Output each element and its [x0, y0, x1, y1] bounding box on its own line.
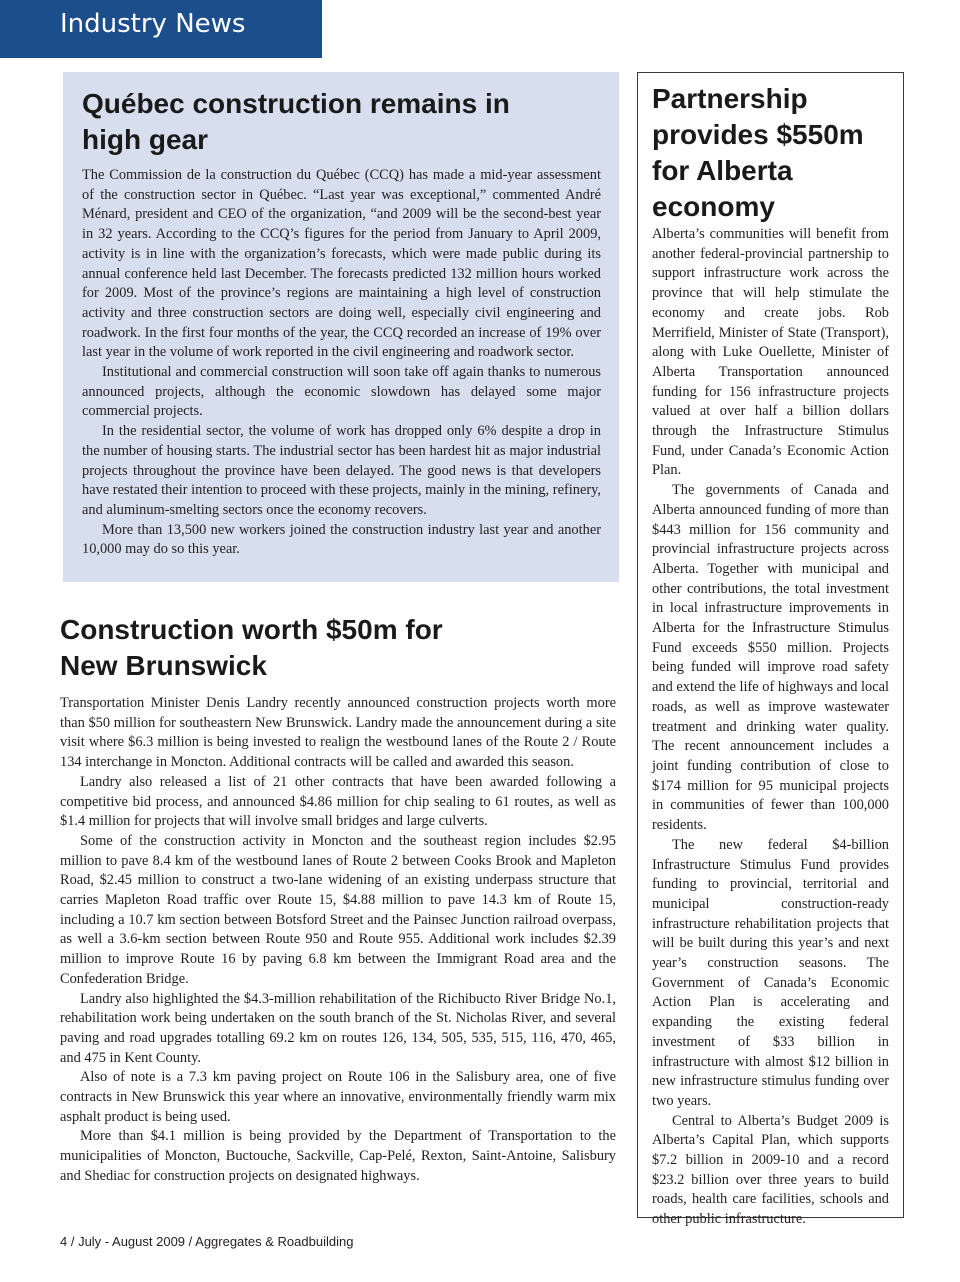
new-brunswick-body — [60, 694, 616, 1187]
quebec-body — [82, 166, 601, 560]
paragraph: The Commission de la construction du Québec (CCQ) has made a mid-year assessment of the construction sector in Québec. “Last year was exceptional,” commented André Ménard, president and CEO of the organization, “and 2009 will be the second-best year in 32 years. According to the CCQ’s figures for the period from January to April 2009, activity is in line with the organization’s forecasts, which were made public during its annual conference held last December. The forecasts predicted 132 million hours worked for 2009. Most of the province’s regions are maintaining a high level of construction activity and three construction sectors are doing well, especially civil engineering and roadwork. In the first four months of the year, the CCQ recorded an increase of 19% over last year in the volume of work reported in the civil engineering and roadwork sector. — [82, 167, 601, 361]
quebec-article — [63, 72, 619, 582]
paragraph: More than $4.1 million is being provided by the Department of Transportation to the municipalities of Moncton, Buctouche, Sackville, Cap-Pelé, Rexton, Saint-Antoine, Salisbury and Shediac for construction projects on designated highways. — [60, 1128, 616, 1184]
new-brunswick-headline: Construction worth $50m for New Brunswick — [60, 614, 443, 681]
paragraph: Landry also highlighted the $4.3-million rehabilitation of the Richibucto River Bridge No.1, rehabilitation work being undertaken on the south branch of the St. Nicholas River, and several paving and road upgrades totalling 69.2 km on routes 126, 134, 505, 535, 515, 116, 470, 465, and 475 in Kent County. — [60, 990, 616, 1066]
paragraph: The new federal $4-billion Infrastructure Stimulus Fund provides funding to provincial, territorial and municipal construction-ready infrastructure rehabilitation projects that will be built during this year’s and next year’s construction seasons. The Government of Canada’s Economic Action Plan is accelerating and expanding the existing federal investment of $33 billion in infrastructure with almost $12 billion in new infrastructure stimulus funding over two years. — [652, 836, 889, 1109]
new-brunswick-article — [60, 612, 616, 1187]
paragraph: More than 13,500 new workers joined the construction industry last year and another 10,000 may do so this year. — [82, 521, 601, 558]
paragraph: Alberta’s communities will benefit from another federal-provincial partnership to support infrastructure work across the province that will help stimulate the economy and create jobs. Rob Merrifield, Minister of State (Transport), along with Luke Ouellette, Minister of Alberta Transportation announced funding for 156 infrastructure projects valued at over half a billion dollars through the Infrastructure Stimulus Fund, under Canada’s Economic Action Plan. — [652, 226, 889, 479]
paragraph: Landry also released a list of 21 other contracts that have been awarded following a competitive bid process, and announced $4.86 million for chip sealing to 61 routes, as well as $1.4 million for projects that will involve small bridges and large culverts. — [60, 773, 616, 830]
paragraph: Institutional and commercial construction will soon take off again thanks to numerous announced projects, although the economic slowdown has delayed some major commercial projects. — [82, 364, 601, 420]
alberta-sidebar-article — [637, 72, 904, 1228]
paragraph: In the residential sector, the volume of work has dropped only 6% despite a drop in the number of housing starts. The industrial sector has been hardest hit as major industrial projects throughout the province have been delayed. The good news is that developers have restated their intention to proceed with these projects, mainly in the mining, refinery, and aluminum-smelting sectors once the economy recovers. — [82, 423, 601, 518]
alberta-headline: Partnership provides $550m for Alberta economy — [652, 83, 864, 222]
section-title: Industry News — [60, 9, 246, 39]
section-header-bar — [0, 0, 322, 58]
paragraph: Transportation Minister Denis Landry recently announced construction projects worth more than $50 million for southeastern New Brunswick. Landry made the announcement during a site visit where $6.3 million is being invested to realign the westbound lanes of the Route 2 / Route 134 interchange in Moncton. Additional contracts will be called and awarded this season. — [60, 695, 616, 771]
paragraph: Also of note is a 7.3 km paving project on Route 106 in the Salisbury area, one of five contracts in New Brunswick this year where an innovative, environmentally friendly warm mix asphalt product is being used. — [60, 1069, 616, 1125]
paragraph: The governments of Canada and Alberta announced funding of more than $443 million for 156 community and provincial infrastructure projects across Alberta. Together with municipal and other contributions, the total investment in local infrastructure improvements in Alberta for the Infrastructure Stimulus Fund exceeds $550 million. Projects being funded will improve road safety and extend the life of highways and local roads, as well as improve wastewater treatment and drinking water quality. The recent announcement includes a joint funding contribution of close to $174 million for 95 municipal projects in communities of fewer than 100,000 residents. — [652, 482, 889, 834]
page-footer-folio: 4 / July - August 2009 / Aggregates & Roadbuilding — [60, 1234, 354, 1249]
alberta-body — [652, 225, 889, 1230]
quebec-headline: Québec construction remains in high gear — [82, 88, 510, 155]
paragraph: Some of the construction activity in Moncton and the southeast region includes $2.95 million to pave 8.4 km of the westbound lanes of Route 2 between Cooks Brook and Mapleton Road, $2.45 million to construct a two-lane widening of an existing underpass structure that carries Mapleton Road traffic over Route 15, $4.88 million to pave 14.3 km of Route 15, including a 10.7 km section between Botsford Street and the Painsec Junction railroad overpass, as well a 3.6-km section between Route 950 and Route 955. Additional work includes $2.39 million to improve Route 16 by paving 6.8 km between the Immigrant Road area and the Confederation Bridge. — [60, 832, 616, 987]
paragraph: Central to Alberta’s Budget 2009 is Alberta’s Capital Plan, which supports $7.2 billion in 2009-10 and a record $23.2 billion over three years to build roads, health care facilities, schools and other public infrastructure. — [652, 1112, 889, 1228]
